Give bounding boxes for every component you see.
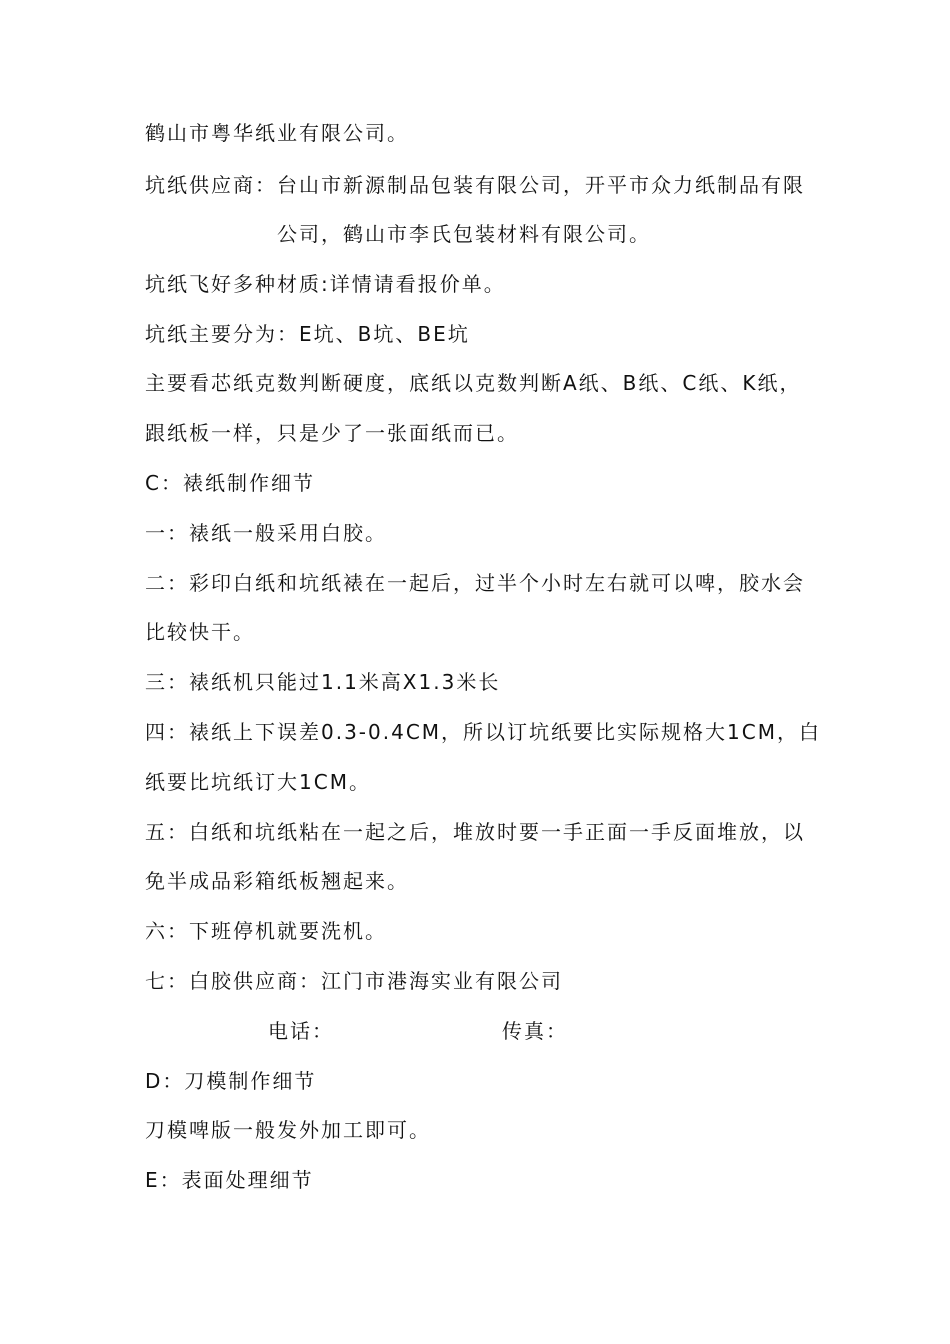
text-line: 刀模啤版一般发外加工即可。 (145, 1118, 431, 1142)
section-heading: D：刀模制作细节 (145, 1069, 317, 1093)
text-line: 六：下班停机就要洗机。 (145, 919, 387, 943)
text-line: 跟纸板一样，只是少了一张面纸而已。 (145, 421, 519, 445)
text-line: 比较快干。 (145, 620, 255, 644)
text-line: 三：裱纸机只能过1.1米高X1.3米长 (145, 670, 501, 694)
text-line: 坑纸供应商：台山市新源制品包装有限公司，开平市众力纸制品有限 (145, 173, 805, 197)
text-line: 坑纸主要分为：E坑、B坑、BE坑 (145, 322, 470, 346)
text-line: 主要看芯纸克数判断硬度，底纸以克数判断A纸、B纸、C纸、K纸， (145, 371, 802, 395)
text-line: 七：白胶供应商：江门市港海实业有限公司 (145, 969, 563, 993)
text-line: 鹤山市粤华纸业有限公司。 (145, 121, 409, 145)
text-line: 五：白纸和坑纸粘在一起之后，堆放时要一手正面一手反面堆放，以 (145, 820, 805, 844)
text-line: 纸要比坑纸订大1CM。 (145, 770, 371, 794)
text-line: 免半成品彩箱纸板翘起来。 (145, 869, 409, 893)
text-line: 四：裱纸上下误差0.3-0.4CM，所以订坑纸要比实际规格大1CM，白 (145, 720, 821, 744)
text-line: 一：裱纸一般采用白胶。 (145, 521, 387, 545)
phone-label: 电话： (268, 1019, 334, 1043)
text-line: 坑纸飞好多种材质:详情请看报价单。 (145, 272, 506, 296)
text-line: 公司，鹤山市李氏包装材料有限公司。 (277, 222, 651, 246)
text-line: 二：彩印白纸和坑纸裱在一起后，过半个小时左右就可以啤，胶水会 (145, 571, 805, 595)
fax-label: 传真： (502, 1019, 568, 1043)
section-heading: E：表面处理细节 (145, 1168, 314, 1192)
section-heading: C：裱纸制作细节 (145, 471, 315, 495)
